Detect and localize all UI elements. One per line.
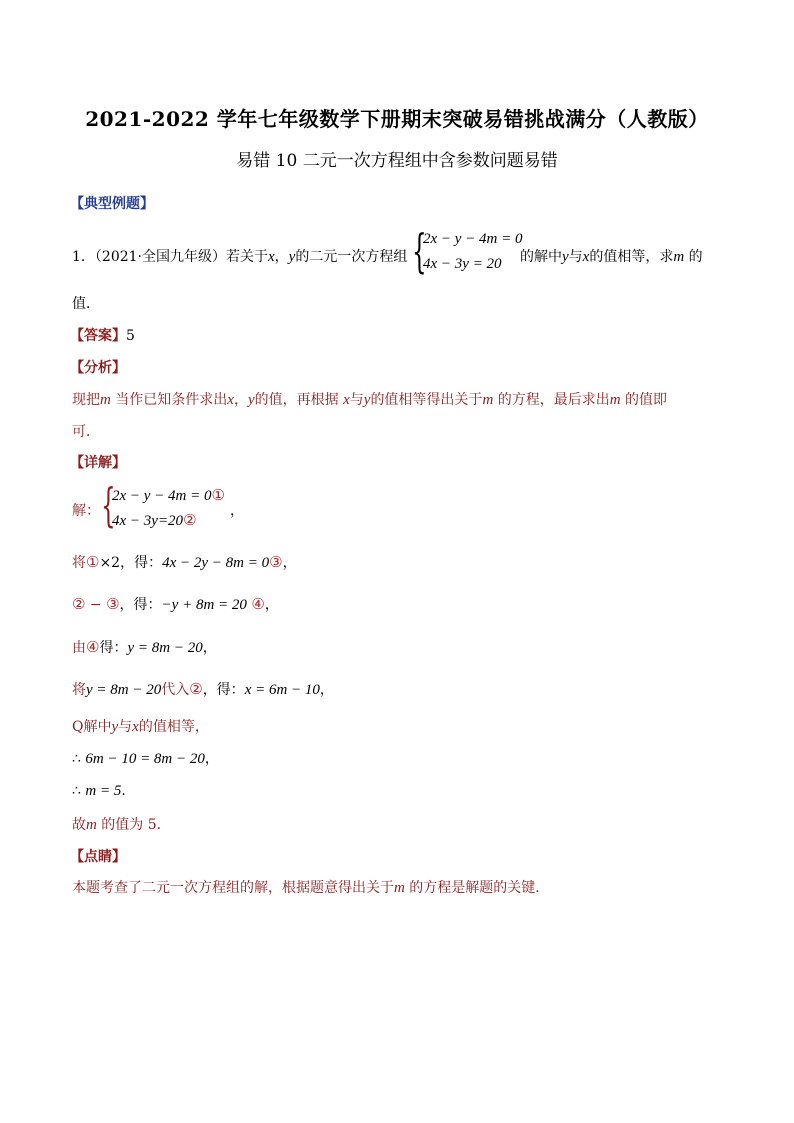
equation: 2x − y − 4m = 0: [112, 488, 212, 504]
text: 将: [72, 682, 86, 698]
var-m: m: [673, 249, 685, 265]
problem-prefix: 1．（2021·全国九年级）若关于: [72, 249, 268, 265]
text: 与: [118, 719, 133, 735]
equation: x = 6m − 10: [244, 682, 320, 698]
var-m: m: [86, 817, 97, 833]
analysis-text: 的值即: [625, 392, 668, 408]
circled-number-3: ③: [269, 553, 283, 571]
analysis-text: 的方程，最后求出: [497, 392, 610, 408]
circled-number-1: ①: [86, 553, 100, 571]
circled-number-2: ②: [189, 680, 203, 698]
var-m: m: [609, 392, 621, 408]
circled-number-2: ②: [183, 511, 197, 529]
var-m: m: [394, 880, 405, 896]
var-x: x: [268, 249, 275, 265]
problem-end: 的: [688, 249, 703, 265]
equation: m = 5: [85, 783, 122, 799]
text: ．: [121, 783, 136, 799]
problem-mid: 的二元一次方程组: [295, 249, 408, 265]
section-label-examples: 【典型例题】: [70, 196, 154, 212]
var-y: y: [247, 392, 255, 408]
var-x: x: [582, 249, 590, 265]
brace-icon: {: [101, 478, 116, 532]
problem-line-1-suffix: [520, 246, 703, 266]
problem-suffix-a: 的解中: [520, 249, 562, 265]
detail-sys-eq-2: [112, 510, 197, 530]
analysis-line-1: [72, 389, 667, 409]
detail-step-8: [72, 814, 171, 834]
analysis-text: 当作已知条件求出: [115, 392, 228, 408]
circled-number-1: ①: [211, 486, 225, 504]
var-m: m: [100, 392, 111, 408]
circled-number-3: ③: [106, 595, 120, 613]
text: ，: [202, 640, 217, 656]
text: 代入: [161, 682, 190, 698]
problem-eq-1: 2x − y − 4m = 0: [423, 231, 523, 247]
detail-step-2: [72, 594, 279, 614]
var-x: x: [343, 392, 350, 408]
detail-label: 【详解】: [70, 455, 126, 471]
text: 故: [72, 817, 86, 833]
text: 的值相等，: [138, 719, 209, 735]
analysis-label: 【分析】: [70, 360, 126, 376]
text: ，: [319, 682, 334, 698]
detail-step-5: [72, 716, 209, 736]
analysis-text: 的值，再根据: [254, 392, 339, 408]
answer-label: 【答案】: [70, 328, 126, 344]
minus-sign: −: [85, 597, 107, 613]
equation: y = 8m − 20: [86, 682, 162, 698]
answer-line: [70, 325, 135, 345]
var-m: m: [482, 392, 494, 408]
detail-sys-comma: ，: [230, 503, 244, 519]
problem-yu: 与: [568, 249, 583, 265]
text: 的值为 5．: [101, 817, 171, 833]
circled-number-4: ④: [251, 595, 265, 613]
detail-step-4: [72, 679, 334, 699]
analysis-text: 与: [349, 392, 364, 408]
detail-sys-eq-1: [112, 485, 225, 505]
equation: 4x − 2y − 8m = 0: [162, 555, 270, 571]
var-y: y: [363, 392, 371, 408]
text: ，得：: [119, 597, 162, 613]
comma: ，: [233, 392, 248, 408]
text: ×2，得：: [99, 555, 163, 571]
problem-line-2: 值．: [72, 296, 100, 312]
analysis-text: 现把: [72, 392, 100, 408]
answer-value: 5: [126, 328, 135, 344]
comment-label: 【点睛】: [70, 849, 126, 865]
page-subtitle: 易错 10 二元一次方程组中含参数问题易错: [236, 151, 558, 171]
equation: −y + 8m = 20: [161, 597, 247, 613]
problem-line-1: [72, 246, 407, 266]
var-x: x: [132, 719, 139, 735]
var-y: y: [288, 249, 296, 265]
detail-jie: 解：: [72, 503, 100, 519]
detail-step-6: [72, 748, 219, 768]
text: 本题考查了二元一次方程组的解，根据题意得出关于: [72, 880, 394, 896]
text: 将: [72, 555, 86, 571]
text: ，: [264, 597, 279, 613]
text: Q解中: [72, 719, 112, 735]
var-y: y: [562, 249, 569, 265]
text: 得：: [99, 640, 128, 656]
detail-step-7: [72, 780, 135, 800]
analysis-line-2: 可．: [72, 424, 100, 440]
comment-line-1: [72, 877, 549, 897]
text: ，: [204, 751, 219, 767]
brace-icon: {: [412, 224, 427, 278]
detail-step-3: [72, 637, 217, 657]
text: 的方程是解题的关键．: [409, 880, 550, 896]
equation: 6m − 10 = 8m − 20: [85, 751, 205, 767]
therefore-symbol: ∴: [72, 751, 86, 767]
circled-number-4: ④: [86, 638, 100, 656]
equation: 4x − 3y=20: [112, 513, 184, 529]
comma: ，: [274, 249, 289, 265]
circled-number-2: ②: [72, 595, 86, 613]
text: ，: [282, 555, 297, 571]
analysis-text: 的值相等得出关于: [370, 392, 483, 408]
therefore-symbol: ∴: [72, 783, 86, 799]
text: ，得：: [202, 682, 245, 698]
detail-step-1: [72, 552, 297, 572]
var-x: x: [227, 392, 234, 408]
page-title: 2021-2022 学年七年级数学下册期末突破易错挑战满分（人教版）: [85, 107, 709, 131]
text: 由: [72, 640, 86, 656]
problem-eq-2: 4x − 3y = 20: [423, 256, 502, 272]
problem-suffix-b: 的值相等，求: [589, 249, 674, 265]
equation: y = 8m − 20: [127, 640, 203, 656]
var-y: y: [111, 719, 119, 735]
